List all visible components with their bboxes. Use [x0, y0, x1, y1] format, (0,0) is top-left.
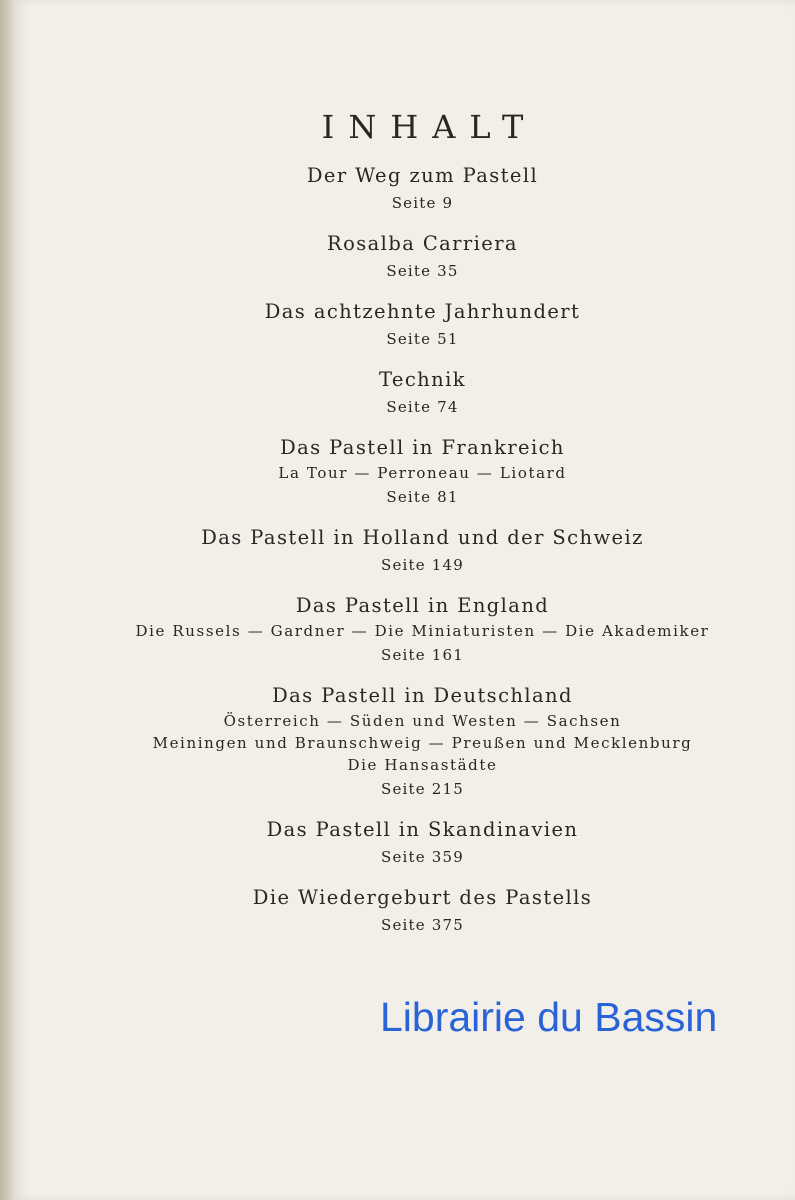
- toc-entry-subtitle: Die Russels — Gardner — Die Miniaturisten — Die Akademiker: [135, 622, 710, 640]
- toc-entry-page: Seite 81: [386, 488, 459, 506]
- toc-entry: [40, 230, 795, 284]
- toc-entry-subtitle: Österreich — Süden und Westen — Sachsen: [223, 712, 622, 730]
- toc-entry: [40, 298, 795, 352]
- toc-entry: [40, 884, 795, 938]
- toc-entry-page: Seite 149: [380, 556, 465, 574]
- toc-entry-subtitle: Die Hansastädte: [347, 756, 498, 774]
- toc-entries: [40, 162, 795, 938]
- toc-entry: [40, 162, 795, 216]
- toc-entry-page: Seite 9: [391, 194, 454, 212]
- toc-entry-page: Seite 215: [380, 780, 465, 798]
- toc-entry-subtitle: La Tour — Perroneau — Liotard: [278, 464, 567, 482]
- toc-entry-subtitle: Meiningen und Braunschweig — Preußen und Mecklenburg: [152, 734, 693, 752]
- toc-entry-page: Seite 51: [386, 330, 459, 348]
- watermark-text: Librairie du Bassin: [380, 994, 718, 1040]
- toc-entry: [40, 816, 795, 870]
- toc-entry-title: Das achtzehnte Jahrhundert: [264, 300, 581, 323]
- toc-entry: [40, 366, 795, 420]
- toc-entry: [40, 592, 795, 668]
- toc-entry-page: Seite 359: [380, 848, 465, 866]
- table-of-contents: [40, 108, 795, 952]
- toc-entry-title: Das Pastell in Skandinavien: [266, 818, 579, 841]
- toc-entry-page: Seite 375: [380, 916, 465, 934]
- toc-entry-title: Die Wiedergeburt des Pastells: [252, 886, 593, 909]
- toc-entry: [40, 524, 795, 578]
- toc-entry-title: Das Pastell in England: [295, 594, 550, 617]
- toc-entry-title: Das Pastell in Frankreich: [280, 436, 565, 459]
- toc-entry-title: Das Pastell in Deutschland: [272, 684, 573, 707]
- toc-entry-page: Seite 35: [386, 262, 459, 280]
- toc-entry-title: Der Weg zum Pastell: [306, 164, 539, 187]
- toc-entry-page: Seite 74: [386, 398, 459, 416]
- toc-entry-title: Das Pastell in Holland und der Schweiz: [201, 526, 644, 549]
- toc-entry-title: Rosalba Carriera: [327, 232, 518, 255]
- page-title: INHALT: [321, 108, 538, 146]
- toc-entry: [40, 434, 795, 510]
- toc-entry-title: Technik: [379, 368, 466, 391]
- toc-entry-page: Seite 161: [380, 646, 465, 664]
- toc-entry: [40, 682, 795, 802]
